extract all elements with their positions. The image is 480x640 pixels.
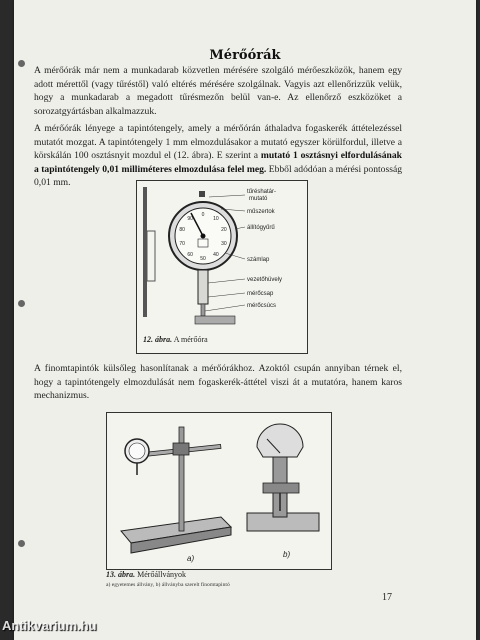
watermark-logo: Antikvarium.hu xyxy=(2,618,97,633)
figure-12-caption-label: 12. ábra. xyxy=(143,335,173,344)
label-case: műszertok xyxy=(247,209,275,215)
label-bezel: állítógyűrű xyxy=(247,225,275,231)
binding-hole xyxy=(18,300,25,307)
label-pointer: mutató xyxy=(249,196,268,202)
dial-number: 10 xyxy=(213,216,219,223)
dial-number: 20 xyxy=(221,227,227,234)
label-sleeve: vezetőhüvely xyxy=(247,277,283,283)
dial-number: 40 xyxy=(213,251,219,258)
figure-12-caption xyxy=(143,335,208,344)
reference-bar xyxy=(143,187,147,317)
stands-drawing xyxy=(107,413,331,569)
plunger xyxy=(201,304,205,316)
figure-13-a-label: a) xyxy=(187,554,195,563)
dial-number: 80 xyxy=(179,227,185,234)
binding-hole xyxy=(18,540,25,547)
dial-number: 70 xyxy=(179,240,185,247)
figure-12-box xyxy=(136,180,308,354)
page-number: 17 xyxy=(382,592,392,603)
dial-indicator-drawing xyxy=(137,181,307,331)
paragraph-principle-bold: mutató 1 osztásnyi elfordulásának a tapintótengely 0,01 milliméteres elmozdulása felel meg. xyxy=(34,150,402,175)
figure-13-caption-text: Mérőállványok xyxy=(137,570,186,579)
dial-number: 60 xyxy=(187,251,193,258)
dial-number: 90 xyxy=(187,216,193,223)
top-knob xyxy=(199,191,205,197)
paragraph-principle-end: Ebből adódóan a mérési pontosság 0,01 mm. xyxy=(34,163,402,189)
figure-12-caption-text: A mérőóra xyxy=(173,335,208,344)
paragraph-principle-text: A mérőórák lényege a tapintótengely, amely a mérőórán áthaladva fogaskerék áttételezéssel mutatót mozgat. A tapintótengely 1 mm elmozdulásakor a mutató egyszer körülfordul, illetve a körskálán 100 osztásnyit mozdul el (12. ábra). E szerint a xyxy=(34,123,402,162)
dial-pivot xyxy=(201,234,206,239)
figure-13-caption xyxy=(106,570,186,579)
figure-13-box xyxy=(106,412,332,570)
reference-frame xyxy=(147,231,155,281)
universal-stand xyxy=(121,427,231,553)
guide-sleeve xyxy=(198,270,208,304)
label-plunger: mérőcsap xyxy=(247,291,274,297)
figure-13-caption-label: 13. ábra. xyxy=(106,570,136,579)
dial-number: 0 xyxy=(201,212,205,218)
label-dial: számlap xyxy=(247,257,270,263)
fine-probe-stand xyxy=(247,424,319,531)
paragraph-intro: A mérőórák már nem a munkadarab közvetlen mérésére szolgáló mérőeszközök, hanem egy adott mérettől (vagy tűréstől) való eltérés mérésére szolgálnak. Vagyis azt ellenőrizzük velük, hogy a munkadarab a megadott tűrésmezőn belül van-e. Az ellenőrző eszközöket a sorozatgyártásban alkalmazzuk. xyxy=(34,65,402,117)
book-page xyxy=(14,0,476,640)
paragraph-fine-probe: A finomtapintók külsőleg hasonlítanak a mérőórákhoz. Azoktól csupán annyiban térnek el, hogy a tapintótengely elmozdulását nem fogaskerék-áttétel viszi át a mutatóra, hanem karos mechanizmus. xyxy=(34,363,402,402)
section-heading: Mérőórák xyxy=(209,48,281,63)
figure-13-subcaption: a) egyetemes állvány, b) állványba szerelt finomtapintó xyxy=(106,582,230,588)
figure-13-b-label: b) xyxy=(283,550,291,559)
dial-number: 30 xyxy=(221,240,227,247)
label-tolerance: tűréshatár- xyxy=(247,189,277,195)
base-block xyxy=(195,316,235,324)
dial-number: 50 xyxy=(200,256,206,262)
label-tip: mérőcsúcs xyxy=(247,303,277,309)
